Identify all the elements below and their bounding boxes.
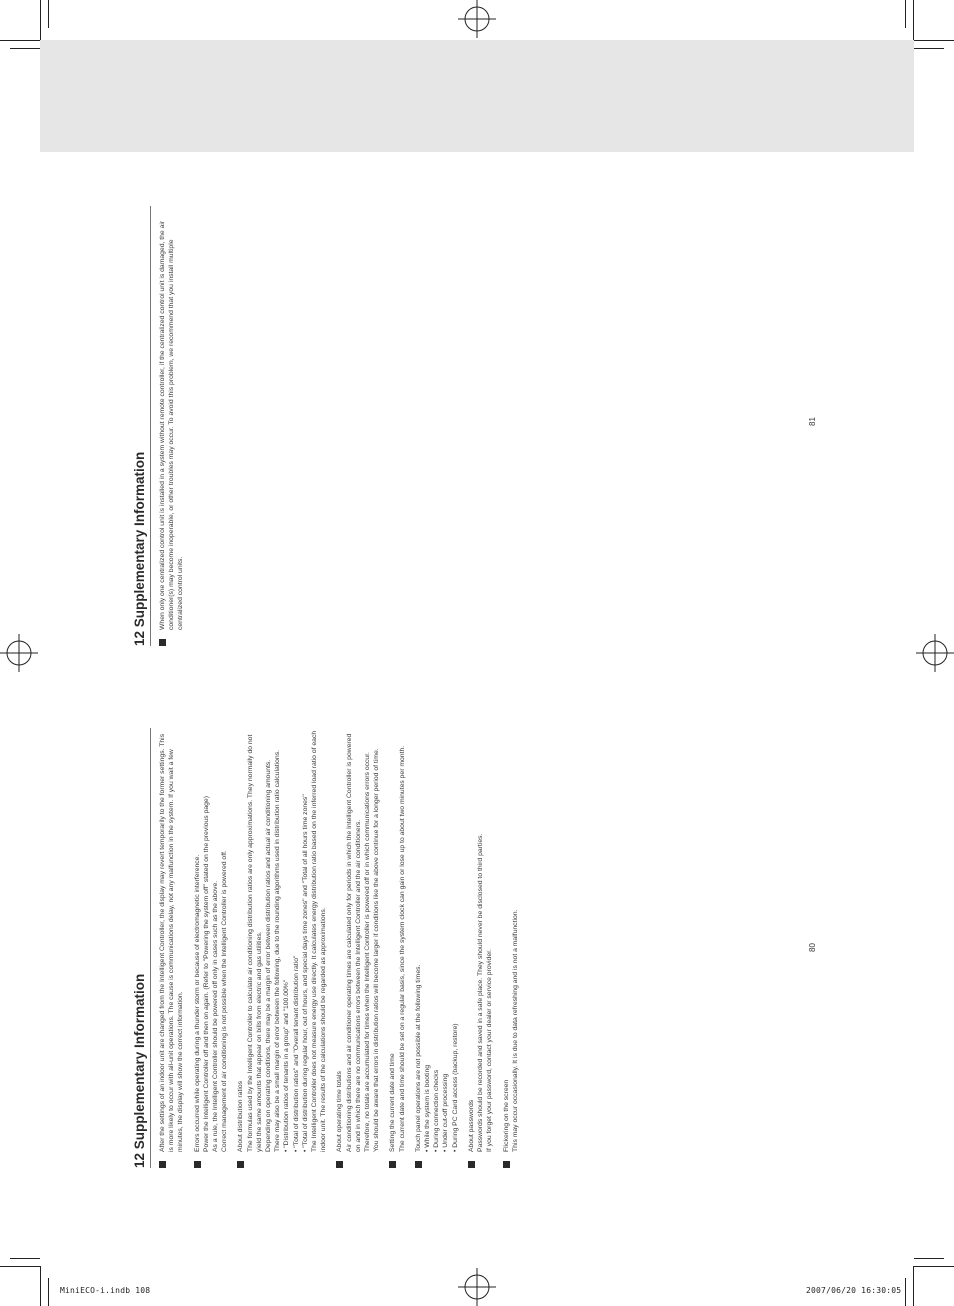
section-text: You should be aware that errors in distribution ratios will become larger if conditions like the above continue for a longer period of time. [373,748,381,1152]
bullet-square-icon [336,1161,343,1168]
bullet-square-icon [159,1161,166,1168]
bullet-square-icon [503,1161,510,1168]
section-text: Passwords should be recorded and saved in a safe place. They should never be disclosed to third parties. [477,833,485,1152]
list-item: • "Total of distribution during regular hour, out of hours, and special days time zones" and "Total of all hours time zones" [301,794,309,1152]
section-touch-panel [414,728,460,1168]
section-text: The Intelligent Controller does not measure energy use directly. It calculates energy distribution ratio based on the inferred load ratio of each indoor unit. The results of the calculations should be regarded as approximations. [311,730,328,1152]
section-text: The formulas used by the Intelligent Controller to calculate air conditioning distribution ratios are only approximations. They normally do not yield the same amounts that appear on bills from electric and gas utilities. [246,734,263,1152]
section-errors-thunderstorm [193,728,230,1168]
registration-mark-icon [458,0,496,38]
list-item: • While the system is booting [424,1065,432,1152]
page-number: 80 [808,943,817,952]
bullet-square-icon [194,1161,201,1168]
section-text: When only one centralized control unit is installed in a system without remote controller, if the centralized control unit is damaged, the air conditioner(s) may become inoperable, or other troubles may occur. To avoid this problem, we recommend that you install multiple centralized control units. [159,220,185,630]
section-text: There may also be a small margin of error between the following, due to the rounding algorithms used in distribution ratio calculations. [274,750,282,1152]
page-80 [132,728,520,1168]
section-heading: About distribution ratios [237,1080,245,1152]
list-item: • "Distribution ratios of tenants in a group" and "100.00%" [283,979,291,1152]
registration-mark-icon [0,634,38,672]
bullet-square-icon [389,1161,396,1168]
section-text: The current date and time should be set on a regular basis, since the system clock can gain or lose up to about two minutes per month. [398,745,406,1152]
section-operating-time-totals [335,728,381,1168]
section-text: Correct management of air conditioning is not possible when the Intelligent Controller is powered off. [221,850,229,1152]
list-item: • During PC Card access (backup, restore) [451,1023,459,1152]
header-gray-band [40,40,914,152]
section-heading: About passwords [467,1099,475,1152]
section-display-revert [158,728,186,1168]
page-title: 12 Supplementary Information [132,206,151,646]
section-text: If you forget your password, contact your dealer or service provider. [486,949,494,1152]
section-text: As a rule, the Intelligent Controller should be powered off only in cases such as the above. [212,880,220,1152]
section-heading: Setting the current date and time [389,1053,397,1152]
registration-mark-icon [916,634,954,672]
section-text: After the settings of an indoor unit are changed from the Intelligent Controller, the display may revert temporarily to the former settings. This is more likely to occur with all-unit operations. The cause is communications delay, not any malfunction in the system. If you wait a few minutes, the display will show the correct information. [159,733,185,1152]
section-text: Depending on operating conditions, there may be a margin of error between distribution ratios and actual air conditioning amounts. [265,759,273,1152]
section-text: Air conditioning distributions and air conditioner operating times are calculated only for periods in which the Intelligent Controller is powered on and in which there are no communications errors between the Intelligent Controller and the air conditioners. [345,733,362,1152]
section-distribution-ratios [236,728,328,1168]
section-passwords [467,728,495,1168]
bullet-square-icon [415,1161,422,1168]
section-text: Power the Intelligent Controller off and then on again. (Refer to "Powering the system off" stated on the previous page) [202,796,210,1152]
slug-file: MiniECO-i.indb 108 [60,1286,151,1295]
section-text: This may occur occasionally. It is due to data refreshing and is not a malfunction. [511,909,519,1152]
section-text: Therefore, no totals are accumulated for times when the Intelligent Controller is powered off or in which communications errors occur. [364,752,372,1152]
registration-mark-icon [458,1268,496,1306]
slug-datetime: 2007/06/20 16:30:05 [806,1286,902,1295]
page-81 [132,206,186,646]
section-flickering [502,728,520,1168]
list-item: • Under cut-off processing [442,1073,450,1152]
section-heading: Flickering on the screen [502,1079,510,1152]
page-number: 81 [808,417,817,426]
section-centralized-control [158,206,186,646]
bullet-square-icon [468,1161,475,1168]
bullet-square-icon [237,1161,244,1168]
bullet-square-icon [159,639,166,646]
list-item: • During connection checks [433,1069,441,1152]
section-heading: Touch panel operations are not possible at the following times. [414,964,422,1152]
page-title: 12 Supplementary Information [132,728,151,1168]
section-heading: About operating time totals [336,1071,344,1152]
section-text: Errors occurred while operating during a thunder storm or because of electromagnetic interference. [193,854,201,1152]
section-date-time [388,728,406,1168]
list-item: • "Total of distribution ratios" and "Overall tenant distribution ratio" [292,955,300,1152]
